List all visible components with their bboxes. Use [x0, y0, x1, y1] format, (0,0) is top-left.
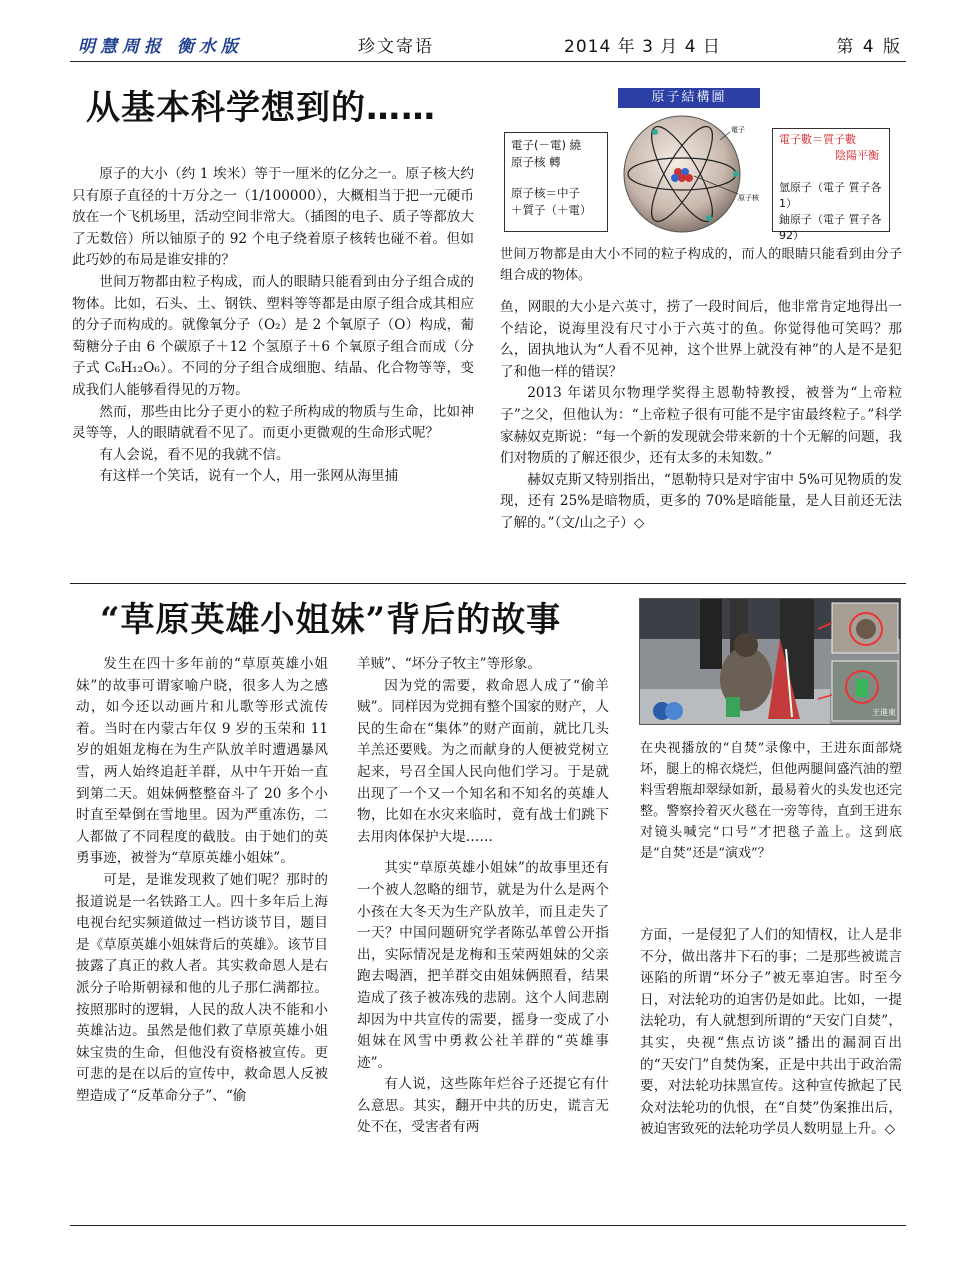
photo-label: 王進東: [872, 708, 896, 717]
article1-paragraph: 有这样一个笑话，说有一个人，用一张网从海里捕: [99, 468, 399, 485]
atom-structure-figure: [500, 88, 902, 242]
article-divider: [70, 583, 906, 584]
left-box-line2: 原子核 轉: [511, 155, 561, 169]
article1-paragraph: 然而，那些由比分子更小的粒子所构成的物质与生命，比如神灵等等，人的眼睛就看不见了。而更小更微观的生命形式呢？: [72, 403, 474, 442]
section-name: 珍文寄语: [358, 37, 434, 57]
article2-paragraph: 可是，是谁发现救了她们呢？那时的报道说是一名铁路工人。四十多年后上海电视台纪实频道做过一档访谈节目，题目是《草原英雄小姐妹背后的英雄》。该节目披露了真正的救人者。其实救命恩人是右派分子哈斯朝禄和他的儿子那仁满都拉。按照那时的逻辑，人民的敌人决不能和小英雄沾边。虽然是他们救了草原英雄小姐妹宝贵的生命，但他没有资格被宣传。更可悲的是在以后的宣传中，救命恩人反被塑造成了“反革命分子”、“偷: [76, 871, 328, 1104]
article2-column-3: [640, 925, 902, 1141]
header-rule: [70, 61, 906, 62]
article1-title: 从基本科学想到的……: [86, 88, 436, 128]
article2-paragraph: 羊贼”、“坏分子牧主”等形象。: [357, 656, 541, 672]
photo-image-icon: [640, 599, 901, 725]
nucleus-label: 原子核: [738, 194, 759, 202]
atom-figure-caption: 世间万物都是由大小不同的粒子构成的，而人的眼睛只能看到由分子组合成的物体。: [500, 247, 902, 283]
right-box-line4: 鈾原子（電子 質子各92）: [779, 213, 882, 242]
article1-paragraph: 原子的大小（约 1 埃米）等于一厘米的亿分之一。原子核大约只有原子直径的十万分之一（1/100000），大概相当于把一元硬币放在一个飞机场里，活动空间非常大。（插图的电子、质子等都放大了无数倍）所以铀原子的 92 个电子绕着原子核转也碰不着。但如此巧妙的布局是谁安排的？: [72, 166, 474, 269]
newspaper-name: 明慧周报 衡水版: [78, 37, 243, 57]
right-box-line1: 電子數＝質子數: [779, 133, 856, 146]
article2-paragraph: 有人说，这些陈年烂谷子还提它有什么意思。其实，翻开中共的历史，谎言无处不在，受害者有两: [357, 1076, 609, 1136]
self-immolation-video-still: [639, 598, 901, 725]
article1-paragraph: 赫奴克斯又特别指出，“恩勒特只是对宇宙中 5%可见物质的发现，还有 25%是暗物质，更多的 70%是暗能量，是人目前还无法了解的。”（文/山之子）◇: [500, 471, 902, 531]
atom-diagram-icon: [612, 114, 762, 236]
article2-paragraph: 因为党的需要，救命恩人成了“偷羊贼”。同样因为党拥有整个国家的财产，人民的生命在“集体”的财产面前，就比几头羊羔还要贱。为之而献身的人便被党树立起来，号召全国人民向他们学习。于是就出现了一个又一个知名和不知名的英雄人物，比如在水灾来临时，竟有战士们跳下去用肉体保护大堤……: [357, 677, 609, 845]
right-box-line3: 氫原子（電子 質子各1）: [779, 181, 882, 210]
atom-figure-right-box: [772, 128, 890, 242]
issue-date: 2014 年 3 月 4 日: [564, 37, 721, 57]
article2-column-2: [357, 654, 609, 1139]
article2-title: “草原英雄小姐妹”背后的故事: [100, 600, 562, 640]
article1-paragraph: 鱼，网眼的大小是六英寸，捞了一段时间后，他非常肯定地得出一个结论，说海里没有尺寸小于六英寸的鱼。你觉得他可笑吗？那么，固执地认为“人看不见神，这个世界上就没有神”的人是不是犯了和他一样的错误？: [500, 299, 902, 380]
article1-paragraph: 世间万物都由粒子构成，而人的眼睛只能看到由分子组合成的物体。比如，石头、土、钢铁、塑料等等都是由原子组合成其相应的分子而构成的。就像氧分子（O₂）是 2 个氧原子（O）构成，葡萄糖分子由 6 个碳原子＋12 个氢原子＋6 个氧原子组合而成（分子式 C₆H₁₂O₆）。不同的分子组合成细胞、结晶、化合物等等，变成我们人能够看得见的万物。: [72, 273, 474, 398]
article2-column-1: [76, 654, 328, 1107]
article1-right-column: [500, 297, 902, 535]
electron-label: 電子: [731, 126, 745, 134]
article2-paragraph: 方面，一是侵犯了人们的知情权，让人是非不分，做出落井下石的事；二是那些被谎言诬陷的所谓“坏分子”被无辜迫害。时至今日，对法轮功的迫害仍是如此。比如，一提法轮功，有人就想到所谓的“天安门自焚”，其实，央视“焦点访谈”播出的漏洞百出的“天安门”自焚伪案，正是中共出于政治需要，对法轮功抹黑宣传。这种宣传掀起了民众对法轮功的仇恨，在“自焚”伪案推出后，被迫害致死的法轮功学员人数明显上升。◇: [640, 927, 902, 1138]
left-box-line1: 電子(－電) 繞: [511, 138, 582, 152]
left-box-line3: 原子核＝中子: [511, 186, 580, 200]
article1-paragraph: 2013 年诺贝尔物理学奖得主恩勒特教授，被誉为“上帝粒子”之父，但他认为：“上帝粒子很有可能不是宇宙最终粒子。”科学家赫奴克斯说：“每一个新的发现就会带来新的十个无解的问题，我们对物质的了解还很少，还有太多的未知数。”: [500, 385, 902, 467]
atom-figure-title: 原子結構圖: [618, 88, 760, 108]
article1-paragraph: 有人会说，看不见的我就不信。: [99, 446, 290, 463]
footer-rule: [70, 1225, 906, 1226]
page-header: [70, 36, 906, 62]
right-box-line2: 陰陽平衡: [835, 149, 879, 162]
atom-figure-left-box: [504, 132, 608, 232]
photo-caption: 在央视播放的“自焚”录像中，王进东面部烧坏，腿上的棉衣烧烂，但他两腿间盛汽油的塑料雪碧瓶却翠绿如新，最易着火的头发也还完整。警察拎着灭火毯在一旁等待，直到王进东对镜头喊完“口号”才把毯子盖上。这到底是“自焚”还是“演戏”？: [640, 741, 902, 861]
page-number: 第 4 版: [836, 37, 902, 57]
left-box-line4: ＋質子（＋電）: [511, 203, 592, 217]
article2-paragraph: 其实“草原英雄小姐妹”的故事里还有一个被人忽略的细节，就是为什么是两个小孩在大冬天为生产队放羊，而且走失了一天？中国问题研究学者陈弘革曾公开指出，实际情况是龙梅和玉荣两姐妹的父亲跑去喝酒，把羊群交由姐妹俩照看，结果造成了孩子被冻残的悲剧。这个人间悲剧却因为中共宣传的需要，摇身一变成了小姐妹在风雪中勇救公社羊群的“英雄事迹”。: [357, 860, 609, 1071]
article1-left-column: [72, 164, 474, 488]
article2-paragraph: 发生在四十多年前的“草原英雄小姐妹”的故事可谓家喻户晓，很多人为之感动，如今还以动画片和儿歌等形式流传着。当时在内蒙古年仅 9 岁的玉荣和 11 岁的姐姐龙梅在为生产队放羊时遭遇暴风雪，两人始终追赶羊群，从中午开始一直到第二天。姐妹俩整整奋斗了 20 多个小时直至晕倒在雪地里。因为严重冻伤，二人都做了不同程度的截肢。由于她们的英勇事迹，被誉为“草原英雄小姐妹”。: [76, 656, 328, 867]
